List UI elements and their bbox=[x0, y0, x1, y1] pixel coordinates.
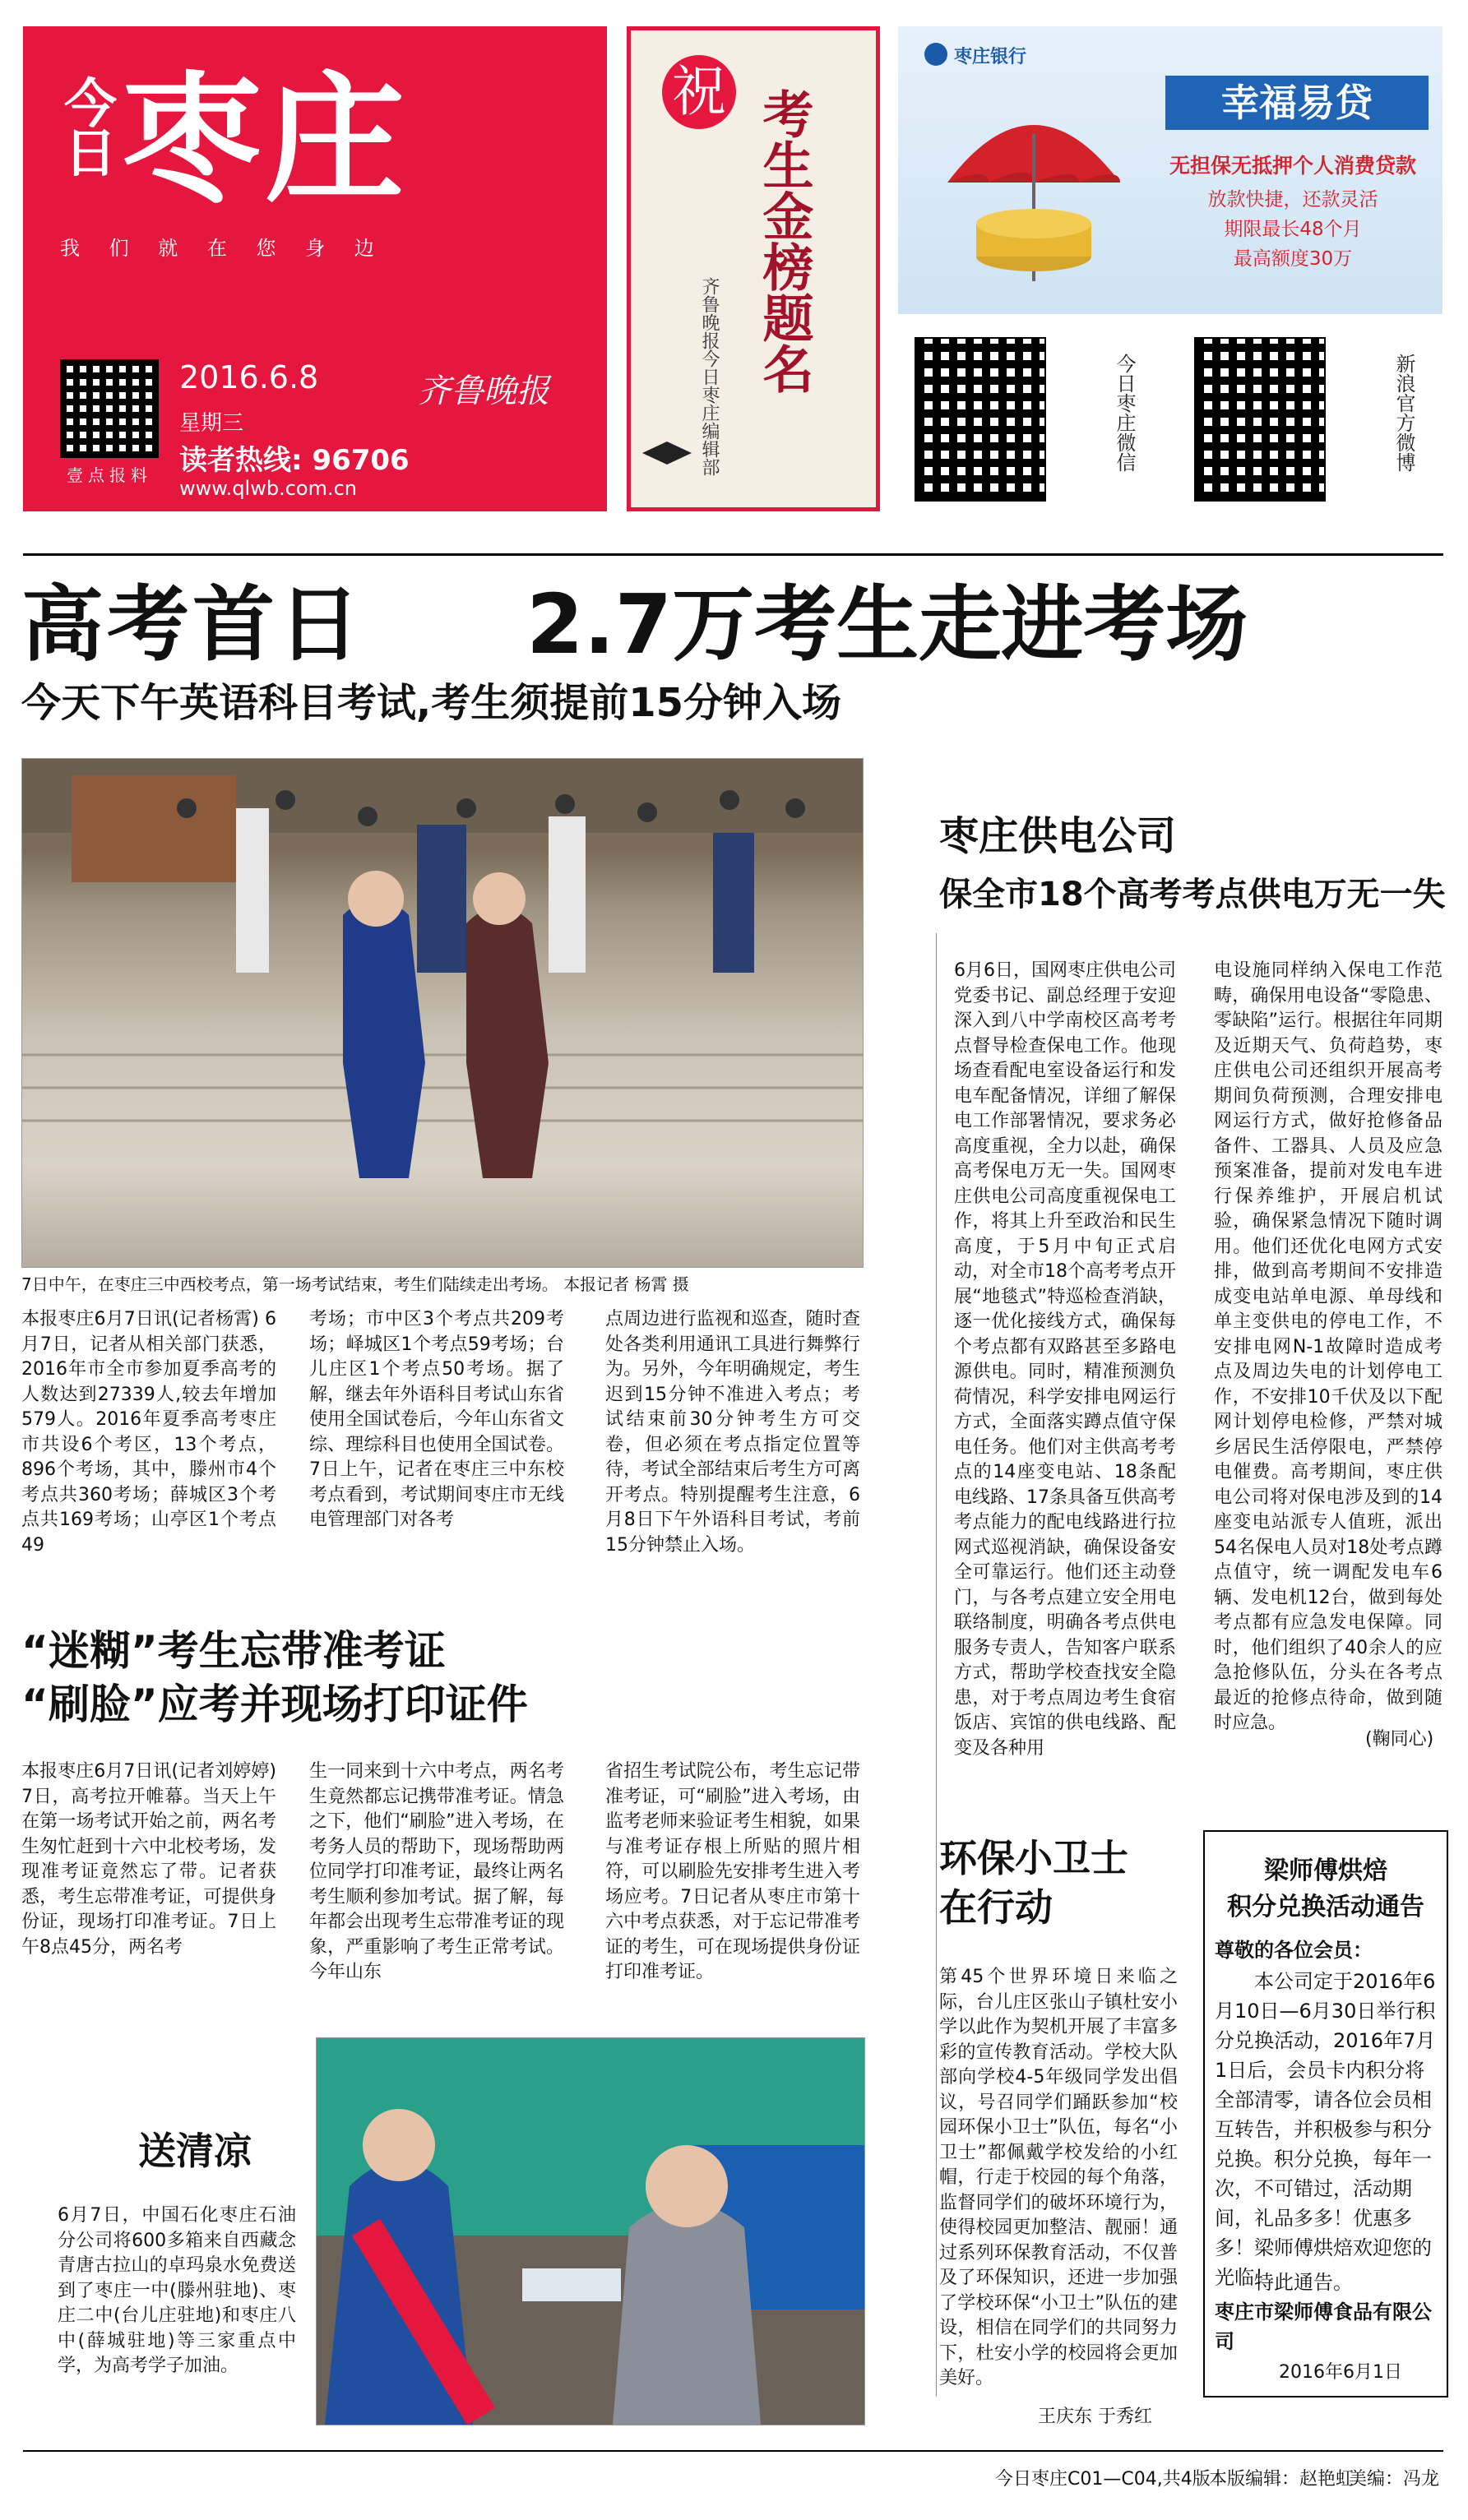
tipoff-qr-code[interactable] bbox=[60, 359, 159, 458]
water-delivery-photo bbox=[316, 2037, 865, 2425]
bank-name: 枣庄银行 bbox=[954, 47, 1027, 67]
bank-ad-line1: 无担保无抵押个人消费贷款 bbox=[1169, 154, 1416, 178]
masthead-divider bbox=[23, 553, 1443, 556]
notice-closing: 特此通告。 bbox=[1254, 2271, 1353, 2294]
article4-title2: 保全市18个高考考点供电万无一失 bbox=[939, 876, 1446, 913]
article2-col3: 省招生考试院公布，考生忘记带准考证，可“刷脸”进入考场，由监考老师来验证考生相貌，如果与准考证存根上所贴的照片相符，可以刷脸先安排考生进入考场应考。7日记者从枣庄市第十六中考点获悉，对于忘记带准考证的考生，可在现场提供身份证打印准考证。 bbox=[605, 1761, 860, 1982]
paper-name-logo: 齐鲁晚报 bbox=[418, 372, 549, 410]
footer-editor: 本版编辑：赵艳虹 bbox=[1209, 2469, 1355, 2490]
bank-product-name: 幸福易贷 bbox=[1165, 76, 1429, 130]
article1-col2: 考场；市中区3个考点共209考场；峄城区1个考点59考场；台儿庄区1个考点50考场。据了解，继去年外语科目考试山东省使用全国试卷后，今年山东省文综、理综科目也使用全国试卷。7日上午，记者在枣庄三中东校考点看到，考试期间枣庄市无线电管理部门对各考 bbox=[309, 1309, 564, 1530]
main-headline-right: 2.7万考生走进考场 bbox=[526, 576, 1248, 673]
article4-byline: (鞠同心) bbox=[1365, 1729, 1434, 1750]
footer-divider bbox=[23, 2450, 1443, 2452]
notice-greeting: 尊敬的各位会员： bbox=[1215, 1939, 1373, 1962]
notice-title1: 梁师傅烘焙 bbox=[1264, 1856, 1387, 1885]
bank-ad-line2: 放款快捷，还款灵活 bbox=[1207, 189, 1378, 210]
article1-col1: 本报枣庄6月7日讯(记者杨霄) 6月7日，记者从相关部门获悉，2016年市全市参加夏季高考的人数达到27339人,较去年增加579人。2016年夏季高考枣庄市共设6个考区，13个考点，896个考场，其中，滕州市4个考点共360考场；薛城区3个考点共169考场；山亭区1个考点49 bbox=[21, 1309, 276, 1556]
article4-col2: 电设施同样纳入保电工作范畴，确保用电设备“零隐患、零缺陷”运行。根据往年同期及近期天气、负荷趋势，枣庄供电公司还组织开展高考期间负荷预测，合理安排电网运行方式，做好抢修备品备件、工器具、人员及应急预案准备，提前对发电车进行保养维护，开展启机试验，确保紧急情况下随时调用。他们还优化电网方式安排，做到高考期间不安排造成变电站单电源、单母线和单主变供电的停电工作，不安排电网N-1故障时造成考点及周边失电的计划停电工作，不安排10千伏及以下配网计划停电检修，严禁对城乡居民生活停限电，严禁停电催费。高考期间，枣庄供电公司将对保电涉及到的14座变电站派专人值班，派出54名保电人员对18处考点蹲点值守，统一调配发电车6辆、发电机12台，做到每处考点都有应急发电保障。同时，他们组织了40余人的应急抢修队伍，分头在各考点最近的抢修点待命，做到随时应急。 bbox=[1214, 960, 1443, 1733]
article5-byline: 王庆东 于秀红 bbox=[1038, 2407, 1152, 2427]
notice-title2: 积分兑换活动通告 bbox=[1227, 1893, 1424, 1921]
qr-caption: 壹点报料 bbox=[67, 465, 152, 485]
reader-hotline: 读者热线: 96706 bbox=[179, 444, 410, 477]
notice-date: 2016年6月1日 bbox=[1279, 2362, 1402, 2383]
graduation-cap-icon bbox=[642, 442, 692, 474]
masthead-slogan: 我 们 就 在 您 身 边 bbox=[60, 237, 386, 260]
wechat-qr-label: 今日枣庄微信 bbox=[1113, 354, 1136, 472]
article2-col2: 生一同来到十六中考点，两名考生竟然都忘记携带准考证。情急之下，他们“刷脸”进入考场，在考务人员的帮助下，现场帮助两位同学打印准考证，最终让两名考生顺利参加考试。据了解，每年都会出现考生忘带准考证的现象，严重影响了考生正常考试。今年山东 bbox=[309, 1761, 564, 1982]
article5-title2: 在行动 bbox=[939, 1885, 1053, 1930]
bank-ad-line4: 最高额度30万 bbox=[1233, 248, 1353, 270]
article2-col1: 本报枣庄6月7日讯(记者刘婷婷) 7日，高考拉开帷幕。当天上午在第一场考试开始之前，两名考生匆忙赶到十六中北校考场，发现准考证竟然忘了带。记者获悉，考生忘带准考证，可提供身份证，现场打印准考证。7日上午8点45分，两名考 bbox=[21, 1761, 276, 1958]
sub-headline: 今天下午英语科目考试,考生须提前15分钟入场 bbox=[21, 680, 842, 726]
article3-title: 送清凉 bbox=[138, 2129, 252, 2173]
weibo-qr-label: 新浪官方微博 bbox=[1392, 354, 1415, 472]
bank-ad bbox=[898, 26, 1443, 314]
banner-zhu-char: 祝 bbox=[662, 55, 736, 129]
logo-main-text: 枣庄 bbox=[122, 59, 409, 222]
banner-sponsor: 齐鲁晚报今日枣庄编辑部 bbox=[699, 277, 720, 476]
wechat-qr-code[interactable] bbox=[915, 337, 1046, 502]
bank-ad-line3: 期限最长48个月 bbox=[1224, 219, 1362, 240]
article5-title1: 环保小卫士 bbox=[939, 1836, 1128, 1880]
banner-wish-text: 考生金榜题名 bbox=[754, 88, 814, 394]
article4-col1: 6月6日，国网枣庄供电公司党委书记、副总经理于安迎深入到八中学南校区高考考点督导检查保电工作。他现场查看配电室设备运行和发电车配备情况，详细了解保电工作部署情况，要求务必高度重视，全力以赴，确保高考保电万无一失。国网枣庄供电公司高度重视保电工作，将其上升至政治和民生高度，于5月中旬正式启动，对全市18个高考考点开展“地毯式”特巡检查消缺，逐一优化接线方式，确保每个考点都有双路甚至多路电源供电。同时，精准预测负荷情况，科学安排电网运行方式，全面落实蹲点值守保电任务。他们对主供高考考点的14座变电站、18条配电线路、17条具备互供高考考点能力的配电线路进行拉网式巡视消缺，确保设备安全可靠运行。他们还主动登门，与各考点建立安全用电联络制度，明确各考点供电服务专责人，告知客户联系方式，帮助学校查找安全隐患，对于考点周边考生食宿饭店、宾馆的供电线路、配变及各种用 bbox=[954, 960, 1176, 1759]
notice-box bbox=[1203, 1830, 1448, 2397]
masthead-block bbox=[23, 26, 607, 511]
notice-company: 枣庄市梁师傅食品有限公司 bbox=[1215, 2300, 1432, 2353]
column-divider bbox=[936, 933, 937, 2397]
article1-col3: 点周边进行监视和巡查，随时查处各类利用通讯工具进行舞弊行为。另外，今年明确规定，考生迟到15分钟不准进入考点；考试结束前30分钟考生方可交卷，但必须在考点指定位置等待，考试全部结束后考生方可离开考点。特别提醒考生注意，6月8日下午外语科目考试，考前15分钟禁止入场。 bbox=[605, 1309, 860, 1556]
logo-top-text: 今日 bbox=[55, 76, 116, 174]
bank-logo-icon bbox=[924, 43, 947, 66]
main-headline-left: 高考首日 bbox=[21, 576, 364, 673]
website-link[interactable]: www.qlwb.com.cn bbox=[179, 477, 357, 500]
article2-title2: “刷脸”应考并现场打印证件 bbox=[21, 1681, 528, 1728]
issue-date: 2016.6.8 bbox=[179, 359, 319, 395]
congrats-banner-ad bbox=[627, 26, 880, 511]
notice-body: 本公司定于2016年6月10日—6月30日举行积分兑换活动，2016年7月1日后，会员卡内积分将全部清零，请各位会员相互转告，并积极参与积分兑换。积分兑换，每年一次，不可错过，活动期间，礼品多多！优惠多多！梁师傅烘焙欢迎您的光临！ bbox=[1215, 1970, 1436, 2289]
article5-body: 第45个世界环境日来临之际，台儿庄区张山子镇杜安小学以此作为契机开展了丰富多彩的宣传教育活动。学校大队部向学校4-5年级同学发出倡议，号召同学们踊跃参加“校园环保小卫士”队伍，每名“小卫士”都佩戴学校发给的小红帽，行走于校园的每个角落，监督同学们的破坏环境行为，使得校园更加整洁、靓丽！通过系列环保教育活动，不仅普及了环保知识，还进一步加强了学校环保“小卫士”队伍的建设，相信在同学们的共同努力下，杜安小学的校园将会更加美好。 bbox=[939, 1967, 1178, 2388]
weibo-qr-code[interactable] bbox=[1194, 337, 1326, 502]
article4-title1: 枣庄供电公司 bbox=[939, 813, 1177, 859]
photo1-caption: 7日中午，在枣庄三中西校考点，第一场考试结束，考生们陆续走出考场。 本报记者 杨霄 摄 bbox=[21, 1274, 689, 1294]
issue-weekday: 星期三 bbox=[179, 411, 244, 436]
article3-body: 6月7日，中国石化枣庄石油分公司将600多箱来自西藏念青唐古拉山的卓玛泉水免费送到了枣庄一中(滕州驻地)、枣庄二中(台儿庄驻地)和枣庄八中(薛城驻地)等三家重点中学，为高考学子加油。 bbox=[58, 2205, 296, 2376]
footer-edition: 今日枣庄C01—C04,共4版 bbox=[995, 2469, 1211, 2490]
article2-title1: “迷糊”考生忘带准考证 bbox=[21, 1627, 446, 1675]
umbrella-coins-image bbox=[939, 84, 1128, 298]
exam-students-photo bbox=[21, 758, 864, 1268]
footer-designer: 美编：冯龙 bbox=[1349, 2469, 1440, 2490]
